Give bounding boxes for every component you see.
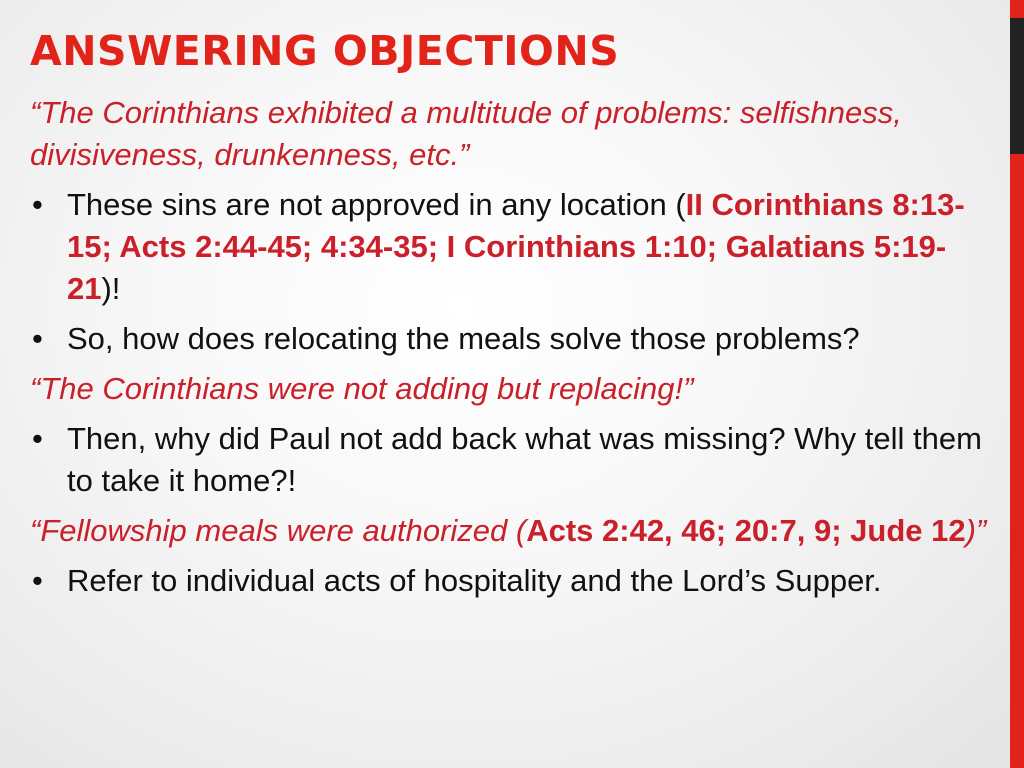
quote-text-end: )” [965,513,987,548]
objection-quote-2: “The Corinthians were not adding but replacing!” [30,371,694,406]
slide-content [30,92,990,610]
objection-quote-1: “The Corinthians exhibited a multitude of problems: selfishness, divisiveness, drunkenness, etc.” [30,95,902,172]
bullet-dot: • [32,421,43,456]
bullet-dot: • [32,563,43,598]
bullet-text: Refer to individual acts of hospitality and the Lord’s Supper. [67,563,882,598]
scripture-reference: II Corinthians 8:13-15; Acts 2:44-45; 4:34-35; I Corinthians 1:10; Galatians 5:19-21 [67,187,965,306]
quote-text: “Fellowship meals were authorized ( [30,513,527,548]
bullet-item-4 [30,560,990,602]
accent-bar [1010,0,1024,768]
bullet-dot: • [32,321,43,356]
scripture-reference: Acts 2:42, 46; 20:7, 9; Jude 12 [526,513,966,548]
bullet-item-3 [30,418,990,502]
bullet-text: These sins are not approved in any location ( [67,187,686,222]
bullet-text-end: )! [101,271,121,306]
accent-bar-dark-segment [1010,18,1024,154]
bullet-item-2 [30,318,990,360]
bullet-text: Then, why did Paul not add back what was missing? Why tell them to take it home?! [67,421,982,498]
bullet-text: So, how does relocating the meals solve those problems? [67,321,860,356]
slide-title: ANSWERING OBJECTIONS [30,27,620,75]
bullet-dot: • [32,187,43,222]
bullet-item-1 [30,184,990,310]
objection-quote-3 [30,510,990,552]
